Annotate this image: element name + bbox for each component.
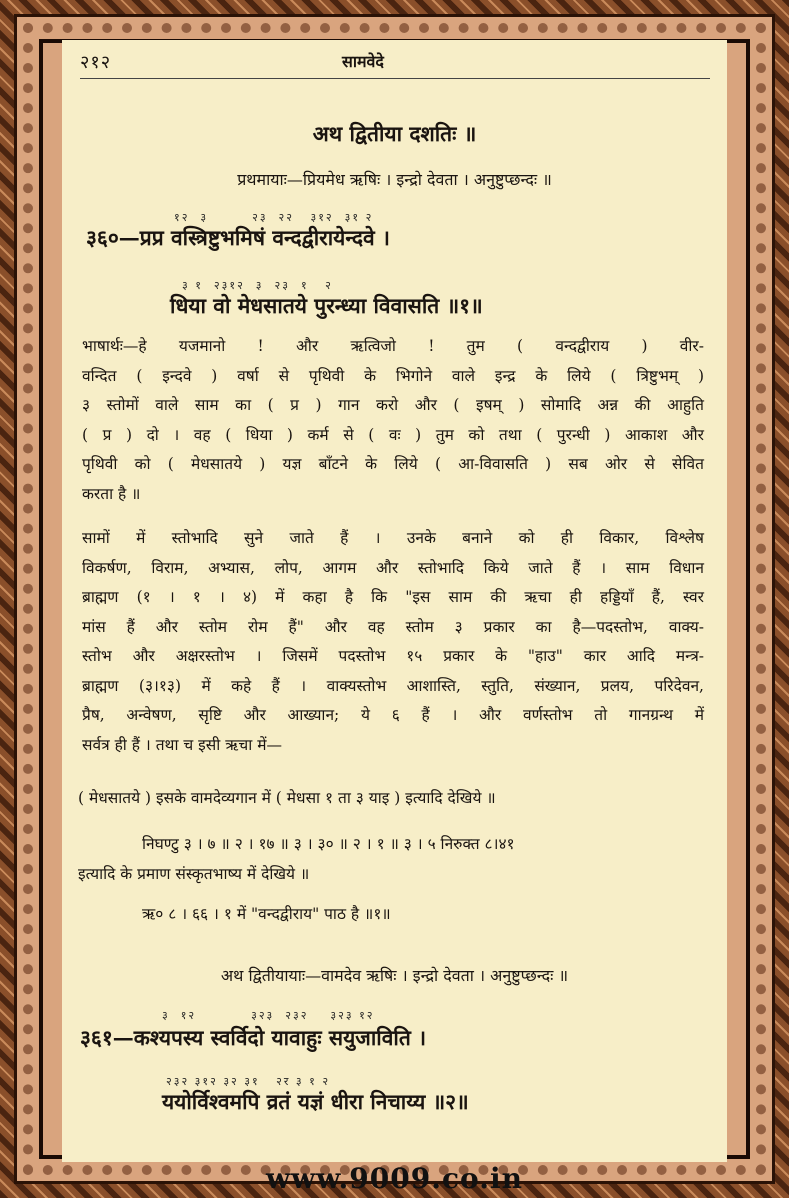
notes-line: सर्वत्र ही हैं । तथा च इसी ऋचा में— bbox=[82, 735, 282, 754]
bhashya-line: वन्दित ( इन्दवे ) वर्षा से पृथिवी के भिगोने वाले इन्द्र के लिये ( त्रिष्टुभम् ) bbox=[82, 366, 704, 385]
notes-line: स्तोभ और अक्षरस्तोभ । जिसमें पदस्तोभ १५ प्रकार के "हाउ" कार आदि मन्त्र- bbox=[82, 647, 704, 665]
bhashya-paragraph bbox=[82, 332, 704, 509]
mantra2-svara-2: २३२ ३१२ ३२ ३१ २र ३ १ २ bbox=[166, 1075, 331, 1088]
section-title: अथ द्वितीया दशतिः ॥ bbox=[312, 121, 477, 146]
footer-watermark: www.9009.co.in bbox=[266, 1162, 523, 1195]
mantra2-line-1: ३६१—कश्यपस्य स्वर्विदो यावाहुः सयुजाविति । bbox=[80, 1025, 427, 1050]
mantra1-intro: प्रथमायाः—प्रियमेध ऋषिः । इन्द्रो देवता । अनुष्टुप्छन्दः ॥ bbox=[237, 170, 552, 189]
notes-line: विकर्षण, विराम, अभ्यास, लोप, आगम और स्तोभादि किये जाते हैं । साम विधान bbox=[82, 558, 704, 577]
header-title: सामवेदे bbox=[342, 52, 384, 71]
nighantu-line-2: इत्यादि के प्रमाण संस्कृतभाष्य में देखिये ॥ bbox=[78, 865, 310, 883]
mantra2-line-2: ययोर्विश्वमपि व्रतं यज्ञं धीरा निचाय्य ॥२॥ bbox=[162, 1089, 469, 1114]
page-header bbox=[80, 48, 710, 79]
notes-line: सामों में स्तोभादि सुने जाते हैं । उनके बनाने को ही विकार, विश्लेष bbox=[82, 529, 704, 547]
mantra2-intro: अथ द्वितीयायाः—वामदेव ऋषिः । इन्द्रो देवता । अनुष्टुप्छन्दः ॥ bbox=[220, 966, 569, 985]
notes-line: मांस हैं और स्तोम रोम हैं" और वह स्तोम ३ प्रकार का है—पदस्तोभ, वाक्य- bbox=[82, 617, 704, 636]
rik-reference: ऋ० ८ । ६६ । १ में "वन्दद्वीराय" पाठ है ॥१॥ bbox=[142, 905, 391, 923]
mantra1-line-1: ३६०—प्रप्र वस्त्रिष्टुभमिषं वन्दद्वीरायेन्दवे । bbox=[86, 225, 390, 250]
notes-paragraph bbox=[82, 524, 704, 760]
mantra1-svara-2: ३ १ २३१२ ३ २३ १ २ bbox=[182, 279, 333, 292]
page-number: २१२ bbox=[80, 52, 112, 73]
book-page bbox=[62, 40, 727, 1162]
bhashya-line: ३ स्तोमों वाले साम का ( प्र ) गान करो और ( इषम् ) सोमादि अन्न की आहुति bbox=[82, 396, 704, 414]
notes-line: प्रैष, अन्वेषण, सृष्टि और आख्यान; ये ६ हैं । और वर्णस्तोभ तो गानग्रन्थ में bbox=[82, 706, 704, 724]
bhashya-line: भाषार्थः—हे यजमानो ! और ऋत्विजो ! तुम ( वन्दद्वीराय ) वीर- bbox=[82, 337, 704, 355]
bhashya-line: पृथिवी को ( मेधसातये ) यज्ञ बाँटने के लिये ( आ-विवासति ) सब ओर से सेवित bbox=[82, 455, 704, 473]
mantra1-line-2: धिया वो मेधसातये पुरन्ध्या विवासति ॥१॥ bbox=[170, 293, 483, 318]
mantra1-svara-1: १२ ३ २३ २२ ३१२ ३१ २ bbox=[174, 211, 374, 224]
gana-note: ( मेधसातये ) इसके वामदेव्यगान में ( मेधसा १ ता ३ याइ ) इत्यादि देखिये ॥ bbox=[78, 789, 496, 807]
mantra2-svara-1: ३ १२ ३२३ २३२ ३२३ १२ bbox=[162, 1009, 375, 1022]
bhashya-line: करता है ॥ bbox=[82, 484, 141, 503]
bhashya-line: ( प्र ) दो । वह ( धिया ) कर्म से ( वः ) तुम को तथा ( पुरन्धी ) आकाश और bbox=[82, 425, 704, 444]
notes-line: ब्राह्मण (१ । १ । ४) में कहा है कि "इस साम की ऋचा ही हड्डियाँ हैं, स्वर bbox=[82, 588, 704, 606]
nighantu-line-1: निघण्टु ३ । ७ ॥ २ । १७ ॥ ३ । ३० ॥ २ । १ ॥ ३ । ५ निरुक्त ८।४१ bbox=[142, 835, 515, 853]
notes-line: ब्राह्मण (३।१३) में कहे हैं । वाक्यस्तोभ आशास्ति, स्तुति, संख्यान, प्रलय, परिदेवन, bbox=[82, 676, 704, 695]
